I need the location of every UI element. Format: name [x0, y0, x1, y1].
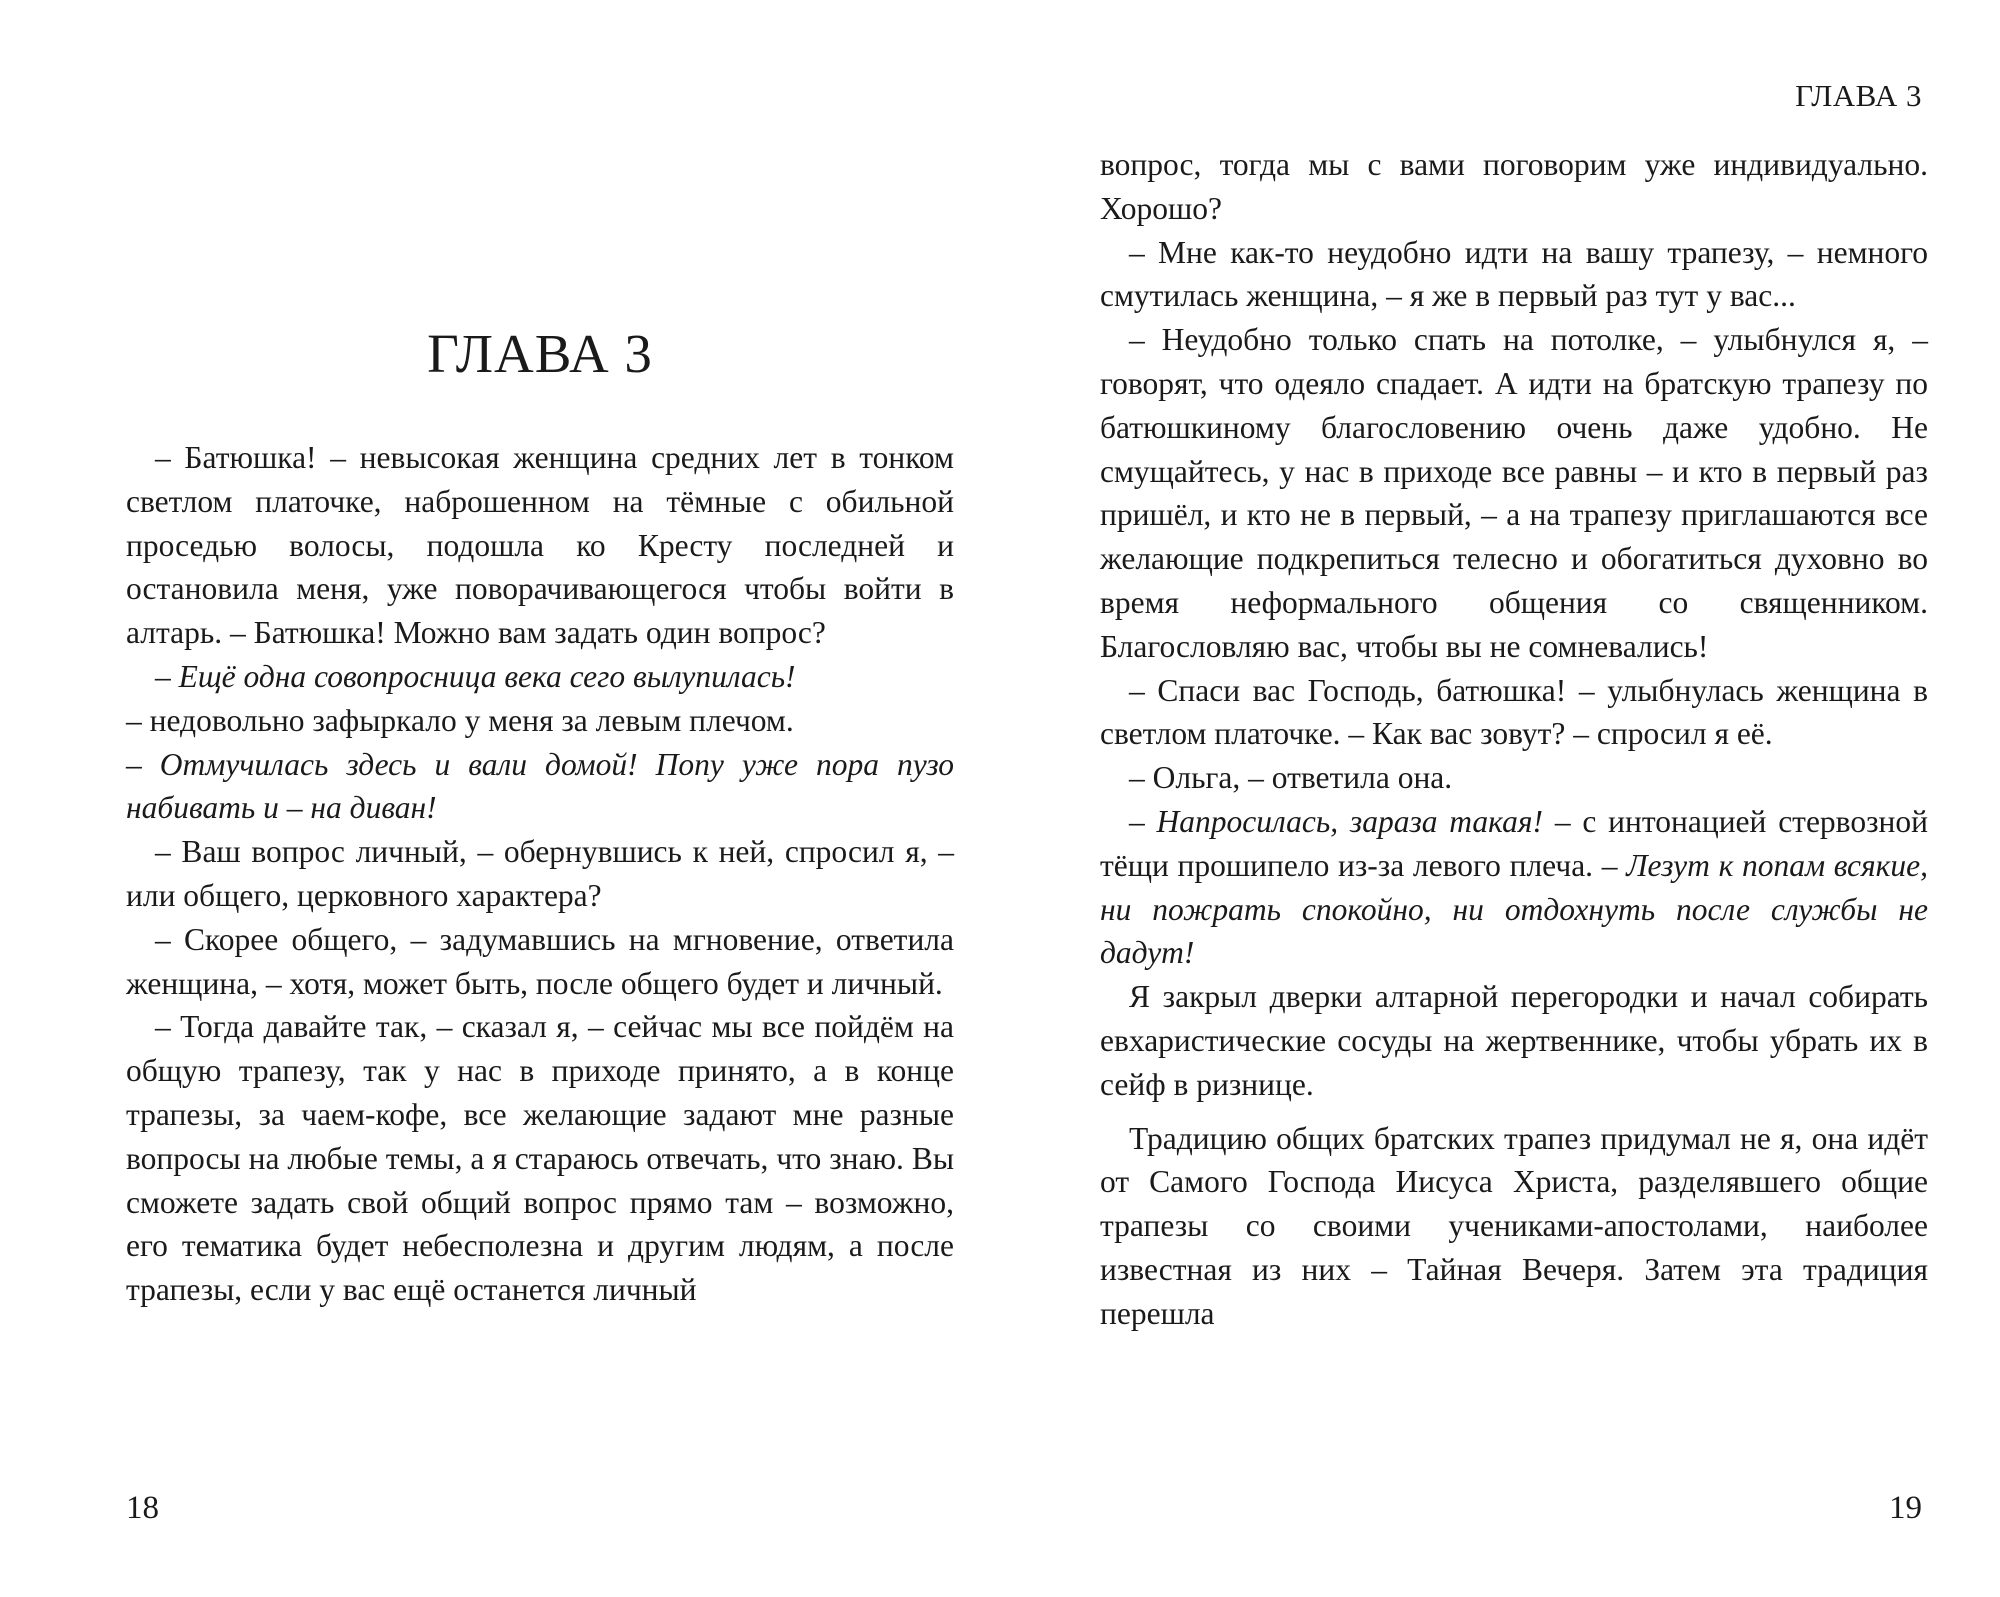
paragraph [126, 830, 954, 918]
paragraph [1100, 231, 1928, 319]
text: – Мне как-то неудобно идти на вашу трапезу, – немного смутилась женщина, – я же в первый раз тут у вас... [1100, 234, 1928, 314]
paragraph [1100, 975, 1928, 1106]
text: – Ольга, – ответила она. [1129, 760, 1453, 796]
right-page-text [1100, 143, 1928, 1336]
italic-text: Лезут к попам всякие, ни пожрать спокойно, ни отдохнуть после службы не дадут! [1100, 847, 1929, 971]
text: – Тогда давайте так, – сказал я, – сейчас мы все пойдём на общую трапезу, так у нас в приходе принято, а в конце трапезы, за чаем-кофе, все желающие задают мне разные вопросы на любые темы, а я стараюсь отвечать, что знаю. Вы сможете задать свой общий вопрос прямо там – возможно, его тематика будет небесполезна и другим людям, а после трапезы, если у вас ещё останется личный [126, 1009, 954, 1308]
italic-text: – Ещё одна совопросница века сего вылупилась! [155, 658, 796, 694]
chapter-title: ГЛАВА 3 [427, 323, 653, 384]
paragraph [1100, 1117, 1928, 1336]
paragraph [1100, 143, 1928, 231]
paragraph [126, 743, 954, 831]
paragraph [126, 699, 954, 743]
text: Традицию общих братских трапез придумал не я, она идёт от Самого Господа Иисуса Христа, разделявшего общие трапезы со своими учениками-апостолами, наиболее известная из них – Тайная Вечеря. Затем эта традиция перешла [1100, 1120, 1928, 1331]
paragraph [1100, 756, 1928, 800]
text: вопрос, тогда мы с вами поговорим уже индивидуально. Хорошо? [1100, 147, 1928, 226]
paragraph [126, 655, 954, 699]
text: Я закрыл дверки алтарной перегородки и начал собирать евхаристические сосуды на жертвеннике, чтобы убрать их в сейф в ризнице. [1100, 979, 1928, 1102]
text: – недовольно зафыркало у меня за левым плечом. [126, 702, 794, 738]
paragraph [126, 918, 954, 1006]
text: – Неудобно только спать на потолке, – улыбнулся я, – говорят, что одеяло спадает. А идти на братскую трапезу по батюшкиному благословению очень даже удобно. Не смущайтесь, у нас в приходе все равны – и кто в первый раз пришёл, и кто не в первый, – а на трапезу приглашаются все желающие подкрепиться телесно и обогатиться духовно во время неформального общения со священником. Благословляю вас, чтобы вы не сомневались! [1100, 322, 1928, 664]
text: – Спаси вас Господь, батюшка! – улыбнулась женщина в светлом платочке. – Как вас зовут? – спросил я её. [1100, 672, 1928, 752]
paragraph [126, 1005, 954, 1312]
italic-text: – Напросилась, зараза такая! [1129, 803, 1544, 839]
text: – [126, 746, 160, 782]
running-head: ГЛАВА 3 [1795, 78, 1922, 113]
page-number-left: 18 [126, 1490, 159, 1526]
paragraph [1100, 318, 1928, 668]
right-page [1000, 0, 2000, 1597]
text: – Ваш вопрос личный, – обернувшись к ней, спросил я, – или общего, церковного характера? [126, 834, 954, 913]
paragraph [1100, 800, 1928, 975]
text: – с интонацией стервозной тёщи прошипело из-за левого плеча. – [1100, 803, 1928, 883]
page-number-right: 19 [1889, 1490, 1922, 1526]
italic-text: Отмучилась здесь и вали домой! Попу уже пора пузо набивать и – на диван! [126, 746, 955, 826]
text: – Батюшка! – невысокая женщина средних лет в тонком светлом платочке, наброшенном на тёмные с обильной проседью волосы, подошла ко Кресту последней и остановила меня, уже поворачивающегося чтобы войти в алтарь. – Батюшка! Можно вам задать один вопрос? [126, 440, 954, 651]
left-page-text [126, 436, 954, 1312]
paragraph [1100, 669, 1928, 757]
paragraph [126, 436, 954, 655]
text: – Скорее общего, – задумавшись на мгновение, ответила женщина, – хотя, может быть, после общего будет и личный. [126, 921, 954, 1001]
